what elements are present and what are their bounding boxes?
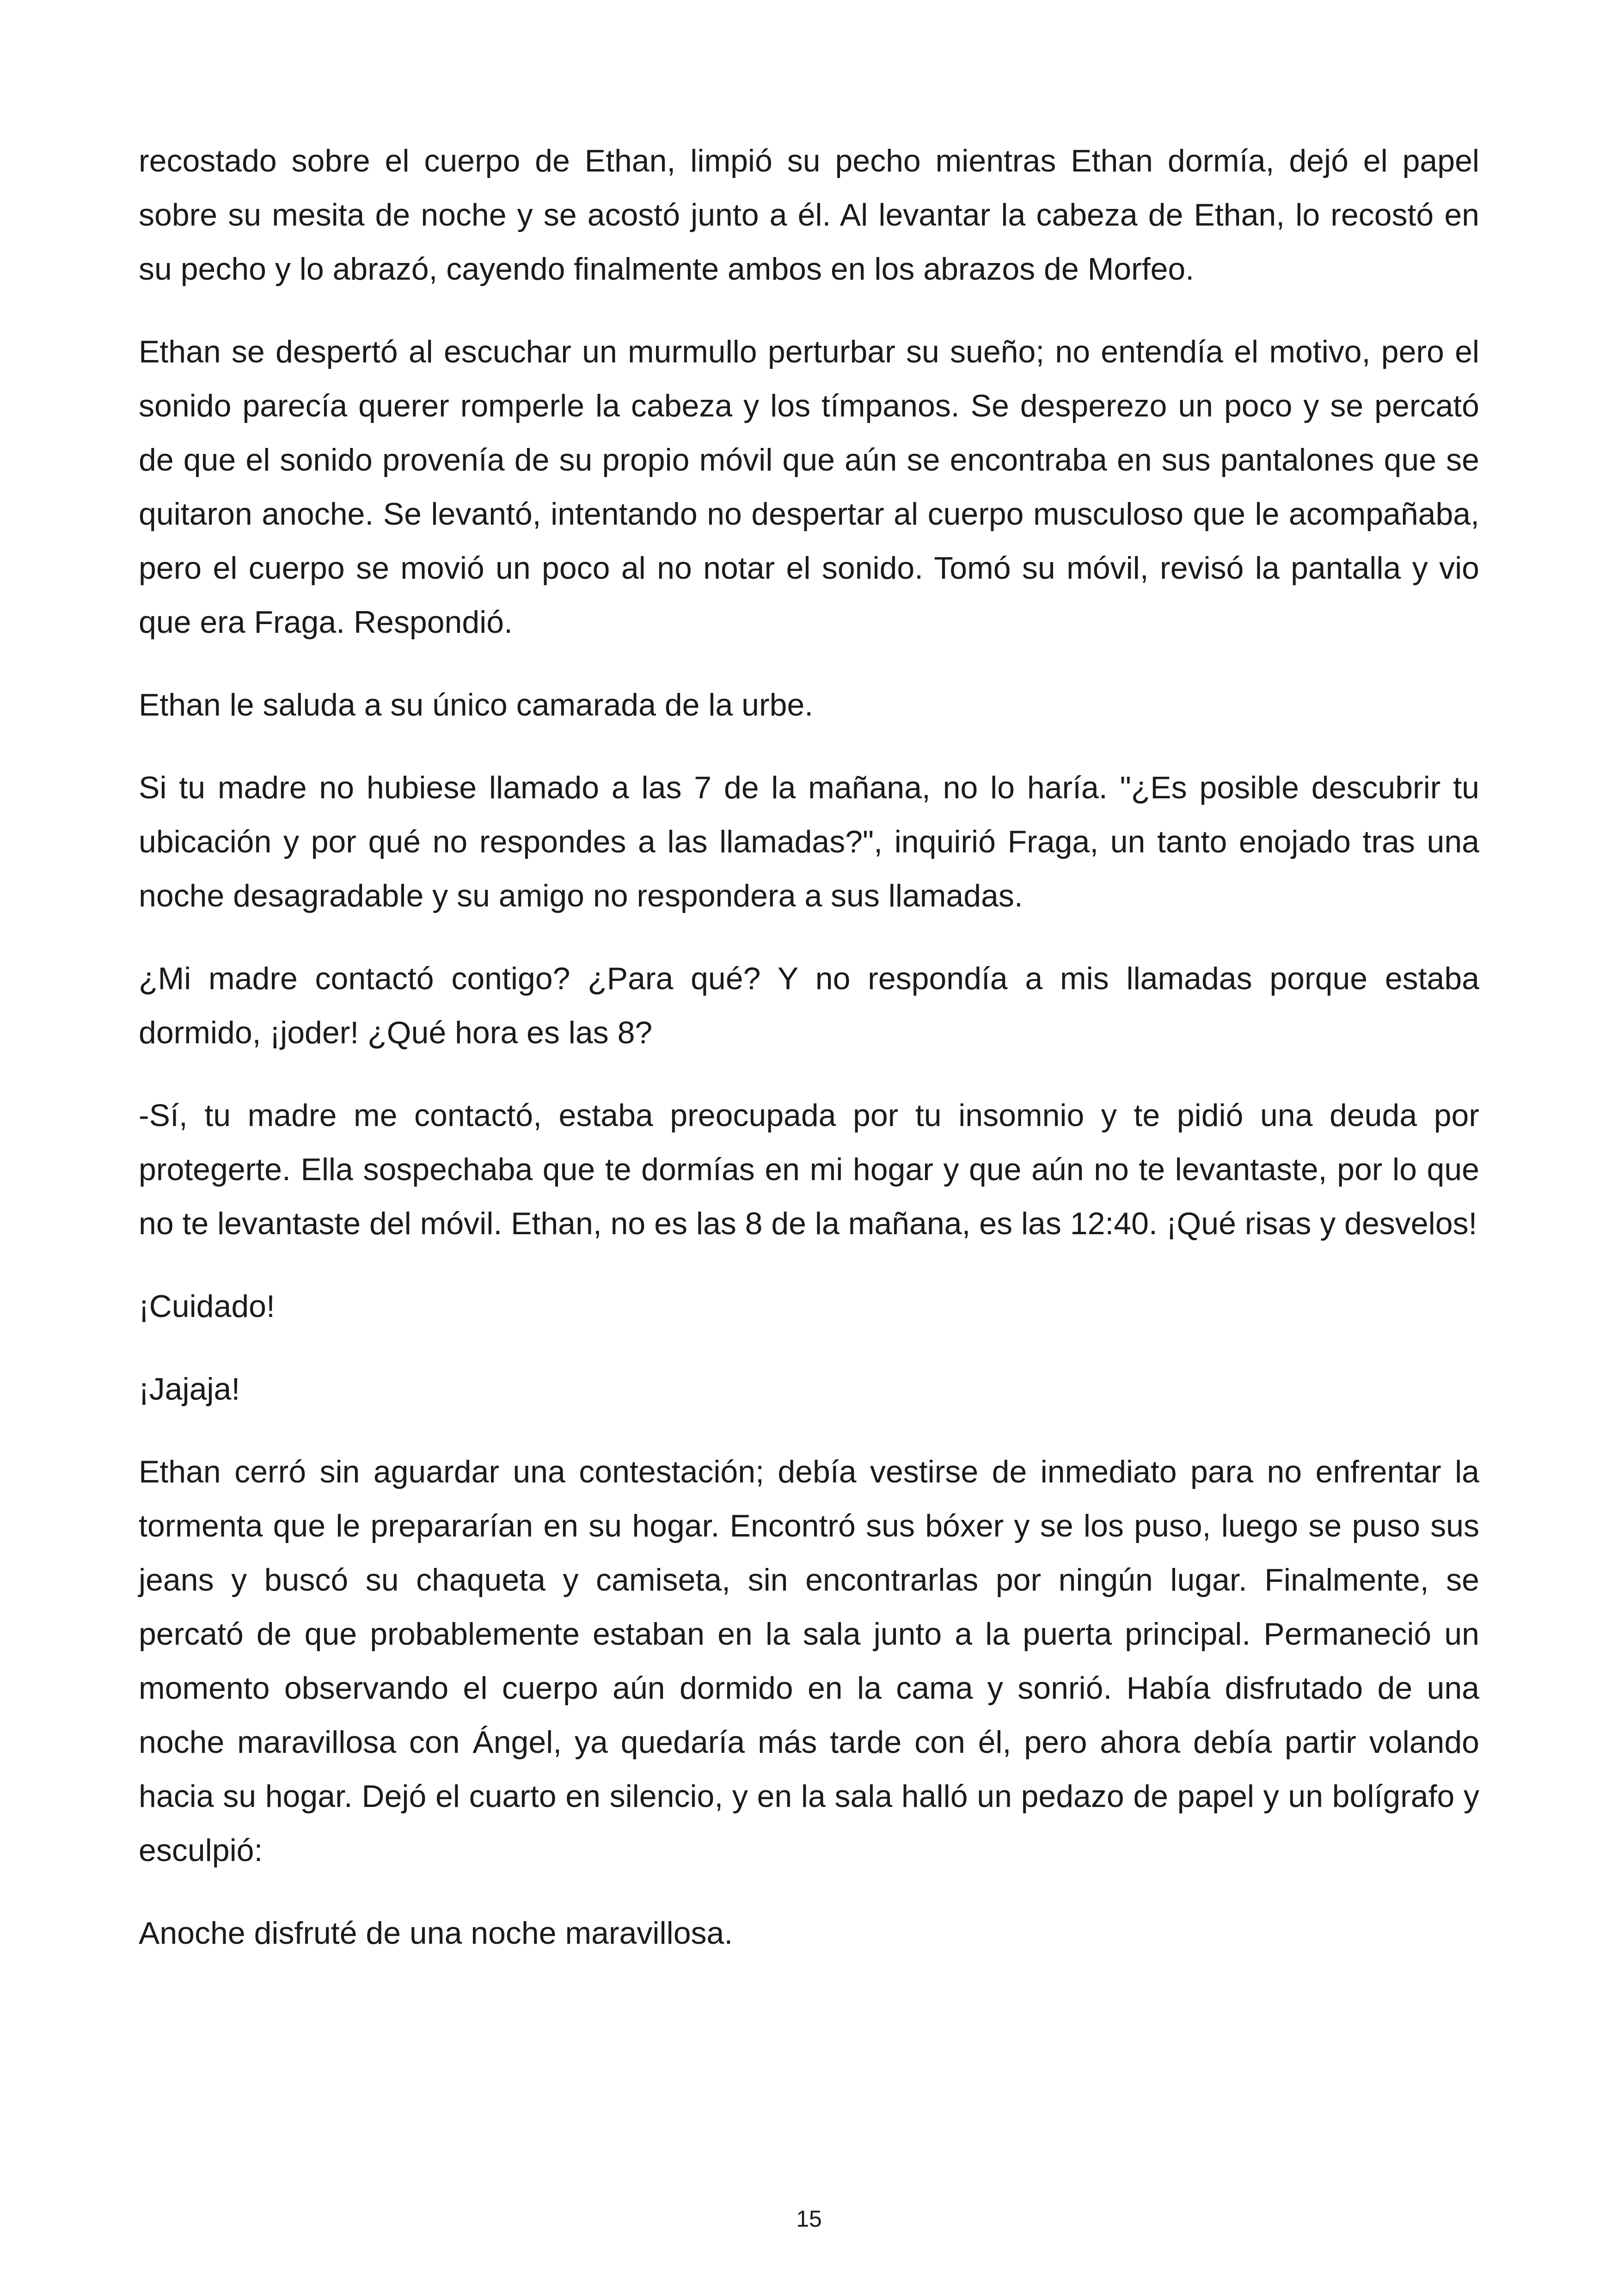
paragraph: ¿Mi madre contactó contigo? ¿Para qué? Y no respondía a mis llamadas porque estaba dormido, ¡joder! ¿Qué hora es las 8? [139, 961, 1479, 1050]
paragraph: -Sí, tu madre me contactó, estaba preocupada por tu insomnio y te pidió una deuda por protegerte. Ella sospechaba que te dormías en mi hogar y que aún no te levantaste, por lo que no te levantaste del móvil. Ethan, no es las 8 de la mañana, es las 12:40. ¡Qué risas y desvelos! [139, 1098, 1479, 1241]
page-number: 15 [796, 2206, 822, 2232]
paragraph: Ethan le saluda a su único camarada de la urbe. [139, 687, 814, 722]
paragraph: Si tu madre no hubiese llamado a las 7 de la mañana, no lo haría. "¿Es posible descubrir tu ubicación y por qué no respondes a las llamadas?", inquirió Fraga, un tanto enojado tras una noche desagradable y su amigo no respondera a sus llamadas. [139, 770, 1479, 913]
paragraph: ¡Cuidado! [139, 1289, 275, 1324]
paragraph: Anoche disfruté de una noche maravillosa. [139, 1916, 733, 1951]
paragraph: recostado sobre el cuerpo de Ethan, limpió su pecho mientras Ethan dormía, dejó el papel sobre su mesita de noche y se acostó junto a él. Al levantar la cabeza de Ethan, lo recostó en su pecho y lo abrazó, cayendo finalmente ambos en los abrazos de Morfeo. [139, 143, 1479, 287]
paragraph: ¡Jajaja! [139, 1371, 240, 1407]
paragraph: Ethan se despertó al escuchar un murmullo perturbar su sueño; no entendía el motivo, pero el sonido parecía querer romperle la cabeza y los tímpanos. Se desperezo un poco y se percató de que el sonido provenía de su propio móvil que aún se encontraba en sus pantalones que se quitaron anoche. Se levantó, intentando no despertar al cuerpo musculoso que le acompañaba, pero el cuerpo se movió un poco al no notar el sonido. Tomó su móvil, revisó la pantalla y vio que era Fraga. Respondió. [139, 334, 1479, 640]
paragraph: Ethan cerró sin aguardar una contestación; debía vestirse de inmediato para no enfrentar la tormenta que le prepararían en su hogar. Encontró sus bóxer y se los puso, luego se puso sus jeans y buscó su chaqueta y camiseta, sin encontrarlas por ningún lugar. Finalmente, se percató de que probablemente estaban en la sala junto a la puerta principal. Permaneció un momento observando el cuerpo aún dormido en la cama y sonrió. Había disfrutado de una noche maravillosa con Ángel, ya quedaría más tarde con él, pero ahora debía partir volando hacia su hogar. Dejó el cuarto en silencio, y en la sala halló un pedazo de papel y un bolígrafo y esculpió: [139, 1454, 1479, 1868]
body-text [139, 134, 1479, 1989]
